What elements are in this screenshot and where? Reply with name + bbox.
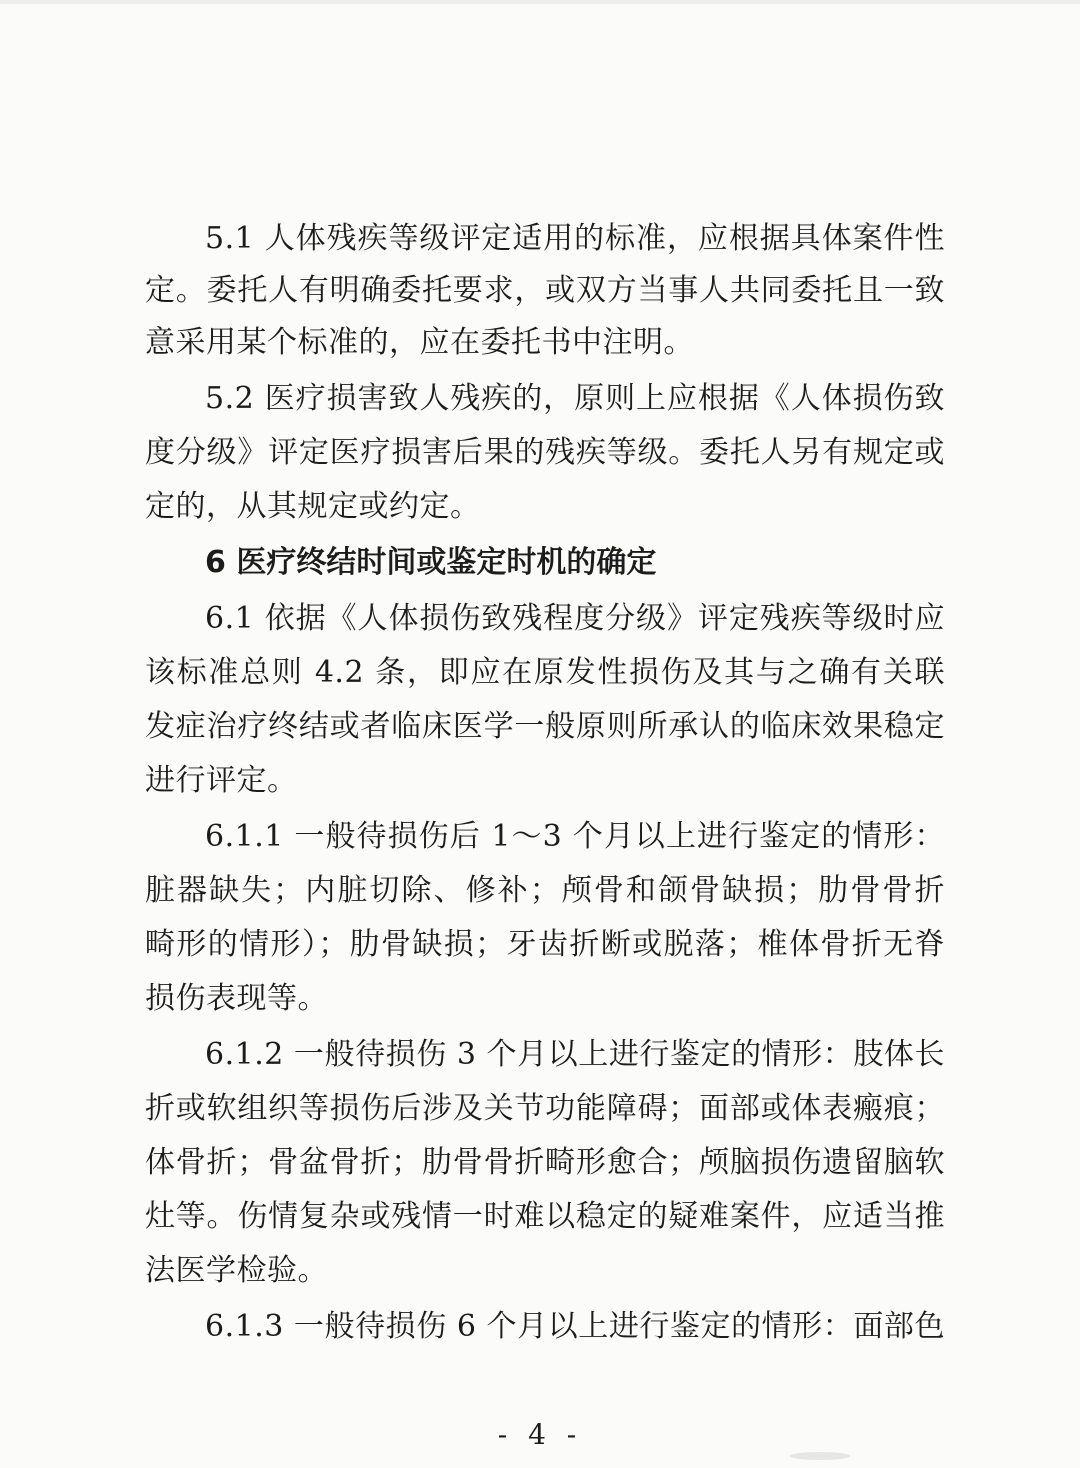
paragraph-6-1-1-line-1: 6.1.1 一般待损伤后 1～3 个月以上进行鉴定的情形： [205, 819, 945, 854]
paragraph-6-1-line-3: 发症治疗终结或者临床医学一般原则所承认的临床效果稳定 [145, 709, 945, 744]
paragraph-6-1-2-line-2: 折或软组织等损伤后涉及关节功能障碍；面部或体表瘢痕； [145, 1091, 945, 1126]
paragraph-6-1-1-line-4: 损伤表现等。 [145, 981, 328, 1016]
page-number: - 4 - [497, 1418, 583, 1451]
scan-mark [790, 1452, 850, 1460]
scan-edge [0, 0, 1080, 4]
paragraph-6-1-2-line-4: 灶等。伤情复杂或残情一时难以稳定的疑难案件，应适当推 [145, 1199, 945, 1234]
paragraph-6-1-line-2: 该标准总则 4.2 条，即应在原发性损伤及其与之确有关联 [145, 655, 945, 690]
paragraph-5-2-line-2: 度分级》评定医疗损害后果的残疾等级。委托人另有规定或 [145, 435, 945, 470]
paragraph-5-2-line-1: 5.2 医疗损害致人残疾的，原则上应根据《人体损伤致 [205, 381, 945, 416]
paragraph-6-1-2-line-1: 6.1.2 一般待损伤 3 个月以上进行鉴定的情形：肢体长 [205, 1037, 945, 1072]
paragraph-5-1-line-1: 5.1 人体残疾等级评定适用的标准，应根据具体案件性 [205, 221, 945, 256]
paragraph-5-1-line-2: 定。委托人有明确委托要求，或双方当事人共同委托且一致 [145, 273, 945, 308]
paragraph-6-1-line-4: 进行评定。 [145, 763, 298, 798]
paragraph-5-1-line-3: 意采用某个标准的，应在委托书中注明。 [145, 325, 694, 360]
paragraph-6-1-2-line-3: 体骨折；骨盆骨折；肋骨骨折畸形愈合；颅脑损伤遗留脑软 [145, 1145, 945, 1180]
section-heading-6: 6 医疗终结时间或鉴定时机的确定 [205, 545, 657, 580]
paragraph-6-1-3-line-1: 6.1.3 一般待损伤 6 个月以上进行鉴定的情形：面部色 [205, 1309, 945, 1344]
paragraph-5-2-line-3: 定的，从其规定或约定。 [145, 489, 481, 524]
paragraph-6-1-2-line-5: 法医学检验。 [145, 1253, 328, 1288]
paragraph-6-1-line-1: 6.1 依据《人体损伤致残程度分级》评定残疾等级时应 [205, 601, 945, 636]
paragraph-6-1-1-line-2: 脏器缺失；内脏切除、修补；颅骨和颌骨缺损；肋骨骨折 [145, 873, 945, 908]
paragraph-6-1-1-line-3: 畸形的情形）；肋骨缺损；牙齿折断或脱落；椎体骨折无脊 [145, 927, 945, 962]
